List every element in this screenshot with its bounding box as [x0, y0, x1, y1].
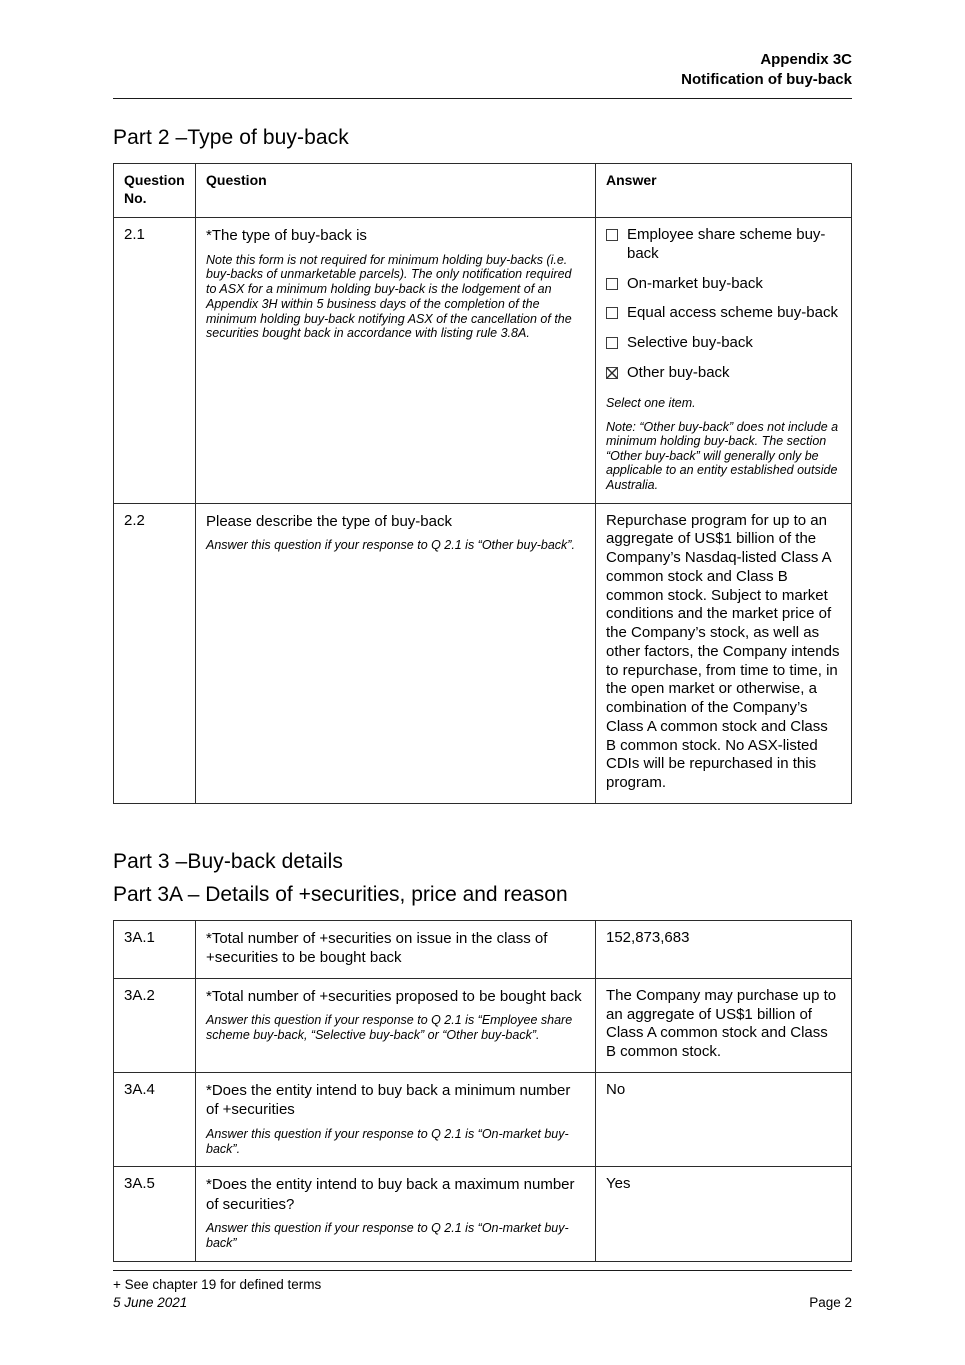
option-label: Equal access scheme buy-back: [627, 304, 838, 322]
question-number: 3A.5: [114, 1167, 196, 1262]
table-row-3a-1: [114, 920, 852, 978]
checkbox-icon[interactable]: [606, 337, 618, 349]
table-row-3a-2: [114, 978, 852, 1072]
question-number: 2.1: [114, 218, 196, 504]
table-row-2-2: [114, 503, 852, 803]
option-equal-access: [606, 304, 841, 323]
answer-text: 152,873,683: [606, 928, 690, 946]
column-header-answer: Answer: [596, 164, 852, 218]
checkbox-icon[interactable]: [606, 278, 618, 290]
question-number: 3A.2: [114, 978, 196, 1072]
question-note: Answer this question if your response to Q 2.1 is “Employee share scheme buy-back, “Selective buy-back” or “Other buy-back”.: [206, 1013, 573, 1043]
option-label: On-market buy-back: [627, 274, 763, 292]
question-number: 2.2: [114, 503, 196, 803]
question-note: Note this form is not required for minimum holding buy-backs (i.e. buy-backs of unmarketable parcels). The only notification required to ASX for a minimum holding buy-back is the lodgement of an Appendix 3H within 5 business days of the completion of the minimum holding buy-back notifying ASX of the cancellation of the securities bought back in accordance with listing rule 3.8A.: [206, 252, 572, 341]
option-selective: [606, 334, 841, 353]
page-number: Page 2: [809, 1295, 852, 1310]
question-text: *Does the entity intend to buy back a maximum number of securities?: [206, 1176, 575, 1213]
question-note: Answer this question if your response to Q 2.1 is “Other buy-back”.: [206, 538, 575, 553]
select-one-note: Select one item.: [606, 395, 696, 410]
option-label: Other buy-back: [627, 363, 730, 381]
doc-header-title: Appendix 3C: [760, 51, 852, 68]
other-buyback-note: Note: “Other buy-back” does not include a minimum holding buy-back. The section “Other buy-back” will generally only be applicable to an entity established outside Australia.: [606, 419, 839, 492]
doc-header-subtitle: Notification of buy-back: [681, 71, 852, 88]
checkbox-checked-icon[interactable]: [606, 367, 618, 379]
defined-terms-note: + See chapter 19 for defined terms: [113, 1277, 322, 1292]
checkbox-icon[interactable]: [606, 229, 618, 241]
option-other: [606, 364, 841, 383]
column-header-question: Question: [196, 164, 596, 218]
column-header-question-no: Question No.: [114, 164, 196, 218]
part3a-table: [113, 920, 852, 1262]
question-number: 3A.1: [114, 920, 196, 978]
checkbox-icon[interactable]: [606, 307, 618, 319]
question-number: 3A.4: [114, 1072, 196, 1167]
table-row-3a-4: [114, 1072, 852, 1167]
footer-date: 5 June 2021: [113, 1295, 188, 1310]
option-employee-share-scheme: [606, 226, 841, 264]
answer-text: No: [606, 1080, 626, 1098]
page-footer: [113, 1270, 852, 1312]
answer-text: The Company may purchase up to an aggregate of US$1 billion of Class A common stock and Class B common stock.: [606, 986, 837, 1061]
question-note: Answer this question if your response to Q 2.1 is “On-market buy-back”: [206, 1221, 569, 1251]
table-row-2-1: [114, 218, 852, 504]
question-text: *Total number of +securities proposed to be bought back: [206, 987, 582, 1005]
answer-text: Repurchase program for up to an aggregate of US$1 billion of the Company’s Nasdaq-listed Class A common stock and Class B common stock. Subject to market conditions and the market price of the Company’s stock, as well as other factors, the Company intends to repurchase, from time to time, in the open market or otherwise, a combination of the Company’s Class A common stock and Class B common stock. No ASX-listed CDIs will be repurchased in this program.: [606, 511, 840, 792]
question-text: *Does the entity intend to buy back a minimum number of +securities: [206, 1081, 571, 1119]
answer-text: Yes: [606, 1175, 631, 1193]
question-text: *Total number of +securities on issue in the class of +securities to be bought back: [206, 929, 548, 967]
option-on-market: [606, 275, 841, 294]
part2-table-header-row: [114, 164, 852, 218]
question-text: Please describe the type of buy-back: [206, 512, 452, 530]
part2-table: [113, 163, 852, 804]
question-text: *The type of buy-back is: [206, 227, 367, 244]
option-label: Employee share scheme buy-back: [627, 226, 826, 262]
part3a-subtitle: Part 3A – Details of +securities, price and reason: [113, 882, 568, 906]
table-row-3a-5: [114, 1167, 852, 1262]
part2-title: Part 2 –Type of buy-back: [113, 126, 349, 149]
option-label: Selective buy-back: [627, 334, 753, 351]
question-note: Answer this question if your response to Q 2.1 is “On-market buy-back”.: [206, 1126, 569, 1156]
part3-title: Part 3 –Buy-back details: [113, 849, 344, 873]
doc-header: [113, 0, 852, 99]
